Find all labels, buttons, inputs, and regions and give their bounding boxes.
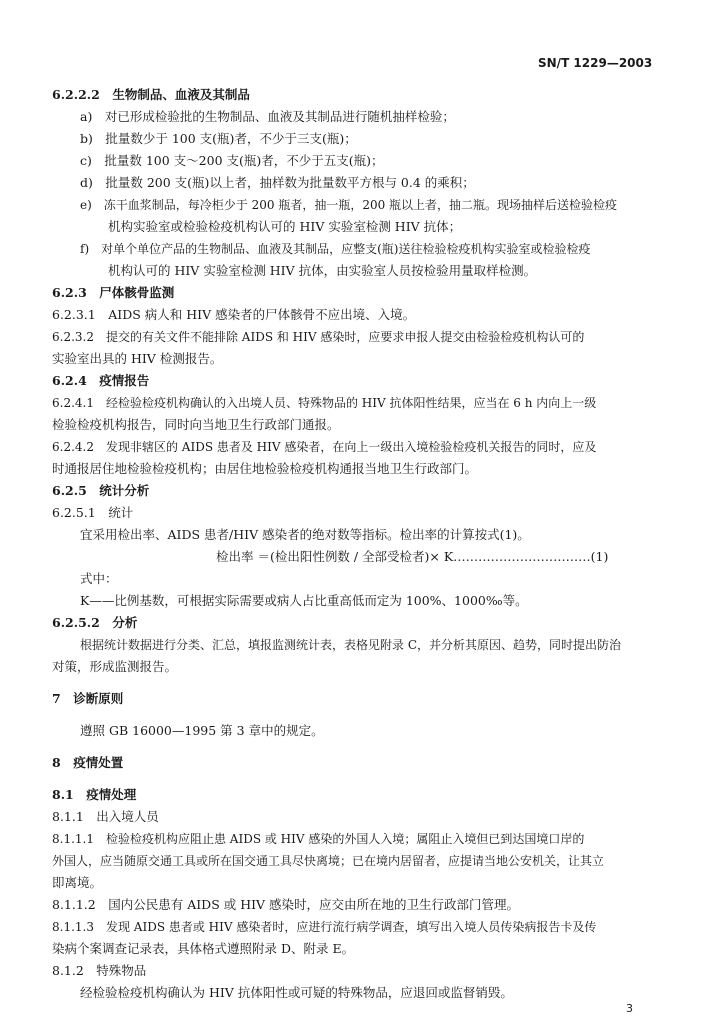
paragraph: 经检验检疫机构确认为 HIV 抗体阳性或可疑的特殊物品，应退回或监督销毁。: [80, 985, 513, 1000]
page-number: 3: [626, 1002, 633, 1015]
paragraph-continuation: 检验检疫机构报告，同时向当地卫生行政部门通报。: [52, 417, 340, 432]
formula: 检出率 ＝(检出阳性例数 / 全部受检者)× K……………………………(1): [216, 549, 609, 564]
paragraph: 遵照 GB 16000—1995 第 3 章中的规定。: [80, 723, 324, 738]
section-heading: 6.2.4 疫情报告: [52, 373, 150, 388]
section-heading: 6.2.5 统计分析: [52, 483, 150, 498]
chapter-heading: 7 诊断原则: [52, 691, 124, 706]
paragraph-continuation: 即离境。: [52, 875, 103, 890]
subsection-heading: 8.1.2 特殊物品: [52, 963, 147, 978]
chapter-heading: 8 疫情处置: [52, 755, 124, 770]
standard-number: SN/T 1229—2003: [538, 56, 653, 70]
section-heading: 8.1 疫情处理: [52, 787, 137, 802]
subsection-heading: 8.1.1 出入境人员: [52, 809, 159, 824]
list-item: f) 对单个单位产品的生物制品、血液及其制品，应整支(瓶)送往检验检疫机构实验室或检验检疫: [80, 242, 591, 256]
paragraph: 根据统计数据进行分类、汇总，填报监测统计表，表格见附录 C，并分析其原因、趋势，同时提出防治: [80, 638, 622, 652]
paragraph: 6.2.3.2 提交的有关文件不能排除 AIDS 和 HIV 感染时，应要求申报人提交由检验检疫机构认可的: [52, 330, 585, 344]
list-item: c) 批量数 100 支～200 支(瓶)者，不少于五支(瓶)；: [80, 153, 384, 168]
paragraph: 8.1.1.3 发现 AIDS 患者或 HIV 感染者时，应进行流行病学调查，填写出入境人员传染病报告卡及传: [52, 920, 597, 934]
list-item: e) 冻干血浆制品，每冷柜少于 200 瓶者，抽一瓶，200 瓶以上者，抽二瓶。现场抽样后送检验检疫: [80, 198, 618, 212]
formula-definition: K——比例基数，可根据实际需要或病人占比重高低而定为 100%、1000‰等。: [80, 593, 528, 608]
paragraph: 6.2.4.2 发现非辖区的 AIDS 患者及 HIV 感染者，在向上一级出入境检验检疫机关报告的同时，应及: [52, 440, 597, 454]
paragraph-continuation: 对策，形成监测报告。: [52, 659, 178, 674]
section-heading: 6.2.3 尸体骸骨监测: [52, 285, 175, 300]
list-item: d) 批量数 200 支(瓶)以上者，抽样数为批量数平方根与 0.4 的乘积；: [80, 175, 475, 190]
section-heading: 6.2.2.2 生物制品、血液及其制品: [52, 87, 250, 102]
paragraph: 宜采用检出率、AIDS 患者/HIV 感染者的绝对数等指标。检出率的计算按式(1)。: [80, 527, 530, 542]
list-item: a) 对已形成检验批的生物制品、血液及其制品进行随机抽样检验；: [80, 109, 455, 124]
paragraph-continuation: 染病个案调查记录表，具体格式遵照附录 D、附录 E。: [52, 941, 355, 956]
paragraph-continuation: 外国人，应当随原交通工具或所在国交通工具尽快离境；已在境内居留者，应提请当地公安机关，让其立: [52, 854, 605, 868]
paragraph: 6.2.3.1 AIDS 病人和 HIV 感染者的尸体骸骨不应出境、入境。: [52, 307, 416, 322]
paragraph: 6.2.4.1 经检验检疫机构确认的入出境人员、特殊物品的 HIV 抗体阳性结果，应当在 6 h 内向上一级: [52, 396, 597, 410]
list-item-continuation: 机构实验室或检验检疫机构认可的 HIV 实验室检测 HIV 抗体；: [108, 219, 462, 234]
where-label: 式中：: [80, 571, 118, 586]
paragraph-continuation: 实验室出具的 HIV 检测报告。: [52, 351, 223, 366]
paragraph: 8.1.1.1 检验检疫机构应阻止患 AIDS 或 HIV 感染的外国人入境；属阻止入境但已到达国境口岸的: [52, 832, 585, 846]
paragraph: 8.1.1.2 国内公民患有 AIDS 或 HIV 感染时，应交由所在地的卫生行政部门管理。: [52, 897, 520, 912]
list-item-continuation: 机构认可的 HIV 实验室检测 HIV 抗体，由实验室人员按检验用量取样检测。: [108, 263, 537, 278]
subsection-heading: 6.2.5.2 分析: [52, 615, 138, 630]
paragraph-continuation: 时通报居住地检验检疫机构；由居住地检验检疫机构通报当地卫生行政部门。: [52, 461, 478, 476]
subsection-heading: 6.2.5.1 统计: [52, 505, 134, 520]
list-item: b) 批量数少于 100 支(瓶)者，不少于三支(瓶)；: [80, 131, 357, 146]
